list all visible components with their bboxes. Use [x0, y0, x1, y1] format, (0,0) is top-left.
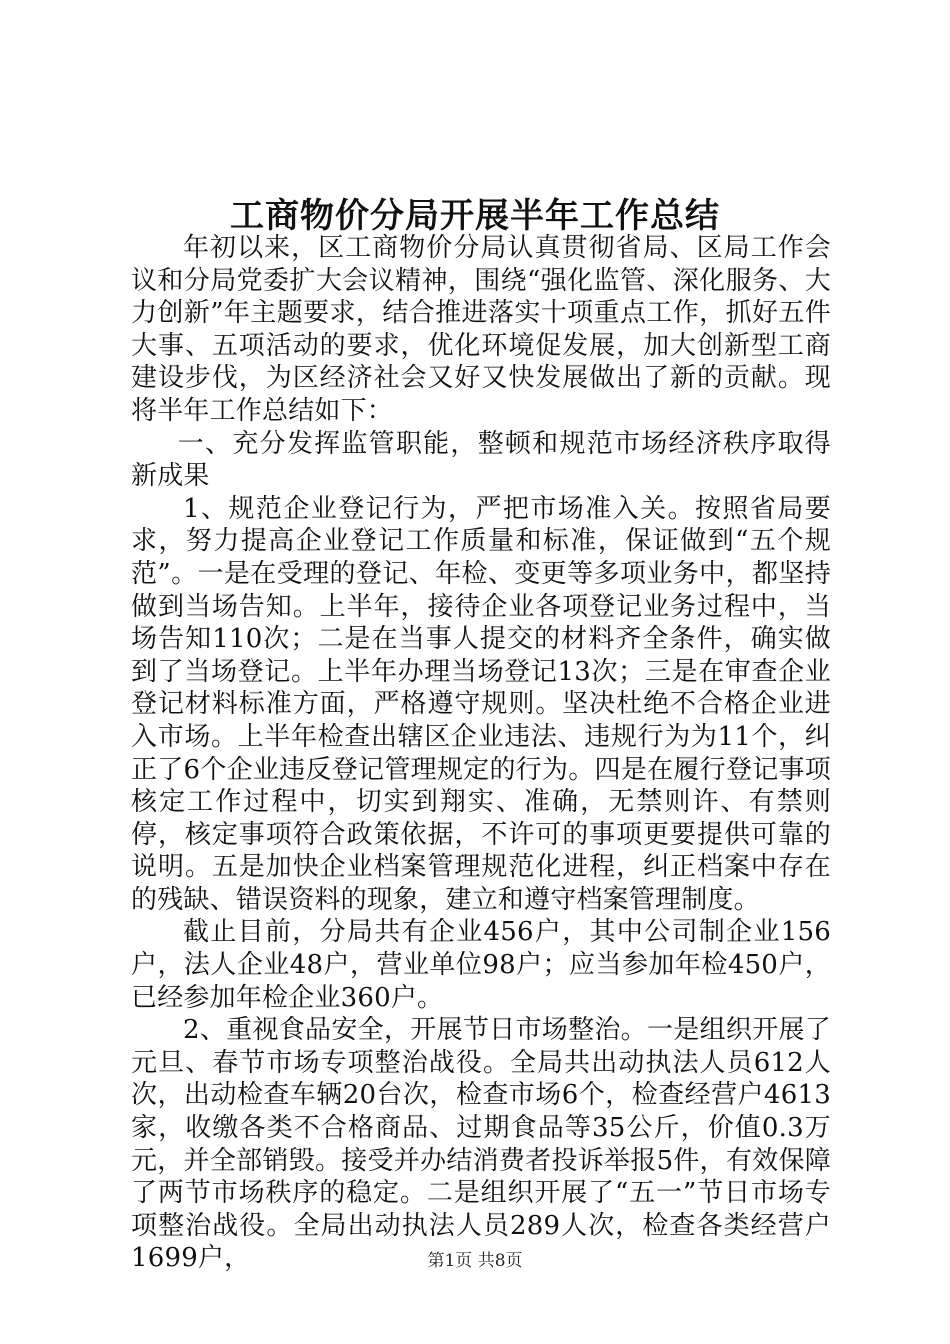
paragraph-registration: 1、规范企业登记行为，严把市场准入关。按照省局要求，努力提高企业登记工作质量和标准，保证做到“五个规范”。一是在受理的登记、年检、变更等多项业务中，都坚持做到当场告知。上半年，接待企业各项登记业务过程中，当场告知110次；二是在当事人提交的材料齐全条件，确实做到了当场登记。上半年办理当场登记13次；三是在审查企业登记材料标准方面，严格遵守规则。坚决杜绝不合格企业进入市场。上半年检查出辖区企业违法、违规行为为11个，纠正了6个企业违反登记管理规定的行为。四是在履行登记事项核定工作过程中，切实到翔实、准确，无禁则许、有禁则停，核定事项符合政策依据，不许可的事项更要提供可靠的说明。五是加快企业档案管理规范化进程，纠正档案中存在的残缺、错误资料的现象，建立和遵守档案管理制度。	[131, 493, 831, 915]
page-number-footer: 第1页 共8页	[427, 1251, 523, 1271]
paragraph-intro: 年初以来，区工商物价分局认真贯彻省局、区局工作会议和分局党委扩大会议精神，围绕“强化监管、深化服务、大力创新”年主题要求，结合推进落实十项重点工作，抓好五件大事、五项活动的要求，优化环境促发展，加大创新型工商建设步伐，为区经济社会又好又快发展做出了新的贡献。现将半年工作总结如下：	[131, 233, 831, 426]
section-heading-1: 一、充分发挥监管职能，整顿和规范市场经济秩序取得新成果	[131, 428, 831, 492]
document-body	[131, 232, 831, 1275]
document-title: 工商物价分局开展半年工作总结	[230, 196, 720, 236]
paragraph-food-safety: 2、重视食品安全，开展节日市场整治。一是组织开展了元旦、春节市场专项整治战役。全局共出动执法人员612人次，出动检查车辆20台次，检查市场6个，检查经营户4613家，收缴各类不合格商品、过期食品等35公斤，价值0.3万元，并全部销毁。接受并办结消费者投诉举报5件，有效保障了两节市场秩序的稳定。二是组织开展了“五一”节日市场专项整治战役。全局出动执法人员289人次，检查各类经营户1699户，	[131, 1015, 831, 1274]
paragraph-statistics: 截止目前，分局共有企业456户，其中公司制企业156户，法人企业48户，营业单位98户；应当参加年检450户，已经参加年检企业360户。	[131, 917, 831, 1013]
